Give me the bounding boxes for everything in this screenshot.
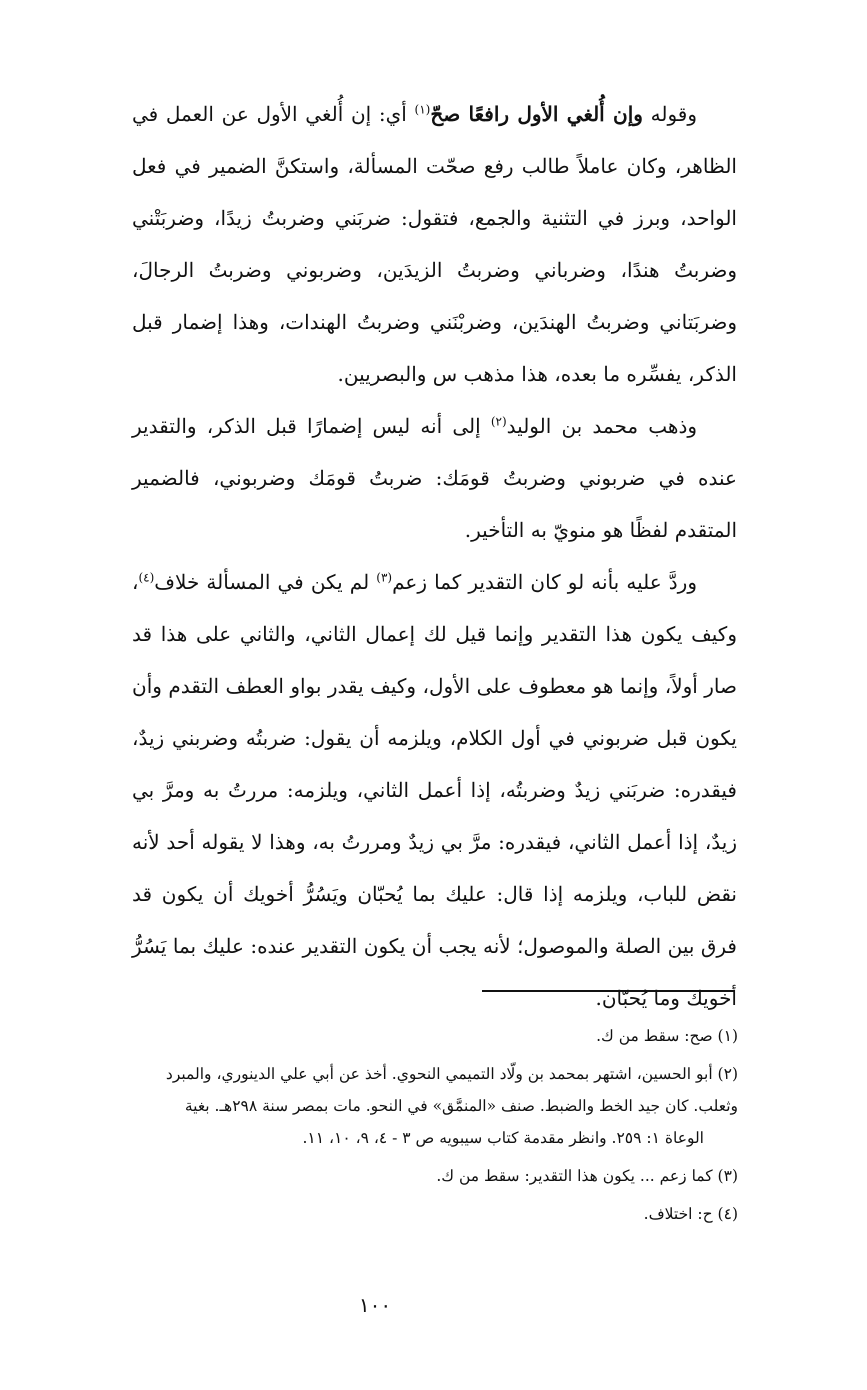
page-number: ١٠٠ [358, 1293, 392, 1317]
main-text [132, 88, 737, 1024]
paragraph-2 [132, 400, 737, 556]
footnote-ref-1[interactable]: (١) [414, 102, 431, 117]
footnote-ref-3[interactable]: (٣) [376, 570, 393, 585]
footnote-2-line-3: الوعاة ١: ٢٥٩. وانظر مقدمة كتاب سيبويه ص ٣ - ٤، ٩، ١٠، ١١. [302, 1129, 704, 1147]
footnote-2-line-1: (٢) أبو الحسين، اشتهر بمحمد بن ولّاد التميمي النحوي. أخذ عن أبي علي الدينوري، والمبرد [165, 1065, 738, 1083]
footnote-2-line-2: وثعلب. كان جيد الخط والضبط. صنف «المنمَّق» في النحو. مات بمصر سنة ٢٩٨هـ. بغية [184, 1097, 738, 1115]
paragraph-1 [132, 88, 737, 400]
footnotes [22, 1020, 738, 1236]
quoted-phrase: وإن أُلغي الأول رافعًا صحّ [430, 102, 643, 126]
paragraph-3 [132, 556, 737, 1024]
footnote-3: (٣) كما زعم ... يكون هذا التقدير: سقط من ك. [436, 1167, 738, 1185]
paragraph-3-intro: وردَّ عليه بأنه لو كان التقدير كما زعم [392, 570, 697, 594]
footnote-ref-2[interactable]: (٢) [490, 414, 507, 429]
footnote-ref-4[interactable]: (٤) [138, 570, 155, 585]
footnote-4: (٤) ح: اختلاف. [643, 1205, 738, 1223]
paragraph-2-intro: وذهب محمد بن الوليد [506, 414, 698, 438]
paragraph-3-mid: لم يكن في المسألة خلاف [154, 570, 377, 594]
footnote-2 [22, 1058, 738, 1154]
paragraph-1-body: أي: إن أُلغي الأول عن العمل في الظاهر، وكان عاملاً طالب رفع صحّت المسألة، واستكنَّ الضمير في فعل الواحد، وبرز في التثنية والجمع، فتقول: ضربَني وضربتُ زيدًا، وضربَتْني وضربتُ هندًا، وضرباني وضربتُ الزيدَين، وضربوني وضربتُ الرجالَ، وضربَتاني وضربتُ الهندَين، وضربْنَني وضربتُ الهندات، وهذا إضمار قبل الذكر، يفسِّره ما بعده، هذا مذهب س والبصريين. [132, 102, 737, 386]
paragraph-3-body: ، وكيف يكون هذا التقدير وإنما قيل لك إعمال الثاني، والثاني على هذا قد صار أولاً، وإنما هو معطوف على الأول، وكيف يقدر بواو العطف التقدم وأن يكون قبل ضربوني في أول الكلام، ويلزمه أن يقول: ضربتُه وضربني زيدٌ، فيقدره: ضربَني زيدٌ وضربتُه، إذا أعمل الثاني، ويلزمه: مررتُ به ومرَّ بي زيدٌ، إذا أعمل الثاني، فيقدره: مرَّ بي زيدٌ ومررتُ به، وهذا لا يقوله أحد لأنه نقض للباب، ويلزمه إذا قال: عليك بما يُحبّان ويَسُرُّ أخويك أن يكون قد فرق بين الصلة والموصول؛ لأنه يجب أن يكون التقدير عنده: عليك بما يَسُرُّ أخويك وما يُحبّان. [132, 570, 737, 1010]
paragraph-1-intro: وقوله [642, 102, 697, 126]
footnote-divider [482, 990, 735, 992]
footnote-1: (١) صح: سقط من ك. [596, 1027, 738, 1045]
paragraph-2-body: إلى أنه ليس إضمارًا قبل الذكر، والتقدير عنده في ضربوني وضربتُ قومَك: ضربتُ قومَك وضربوني، فالضمير المتقدم لفظًا هو منويّ به التأخير. [132, 414, 737, 542]
